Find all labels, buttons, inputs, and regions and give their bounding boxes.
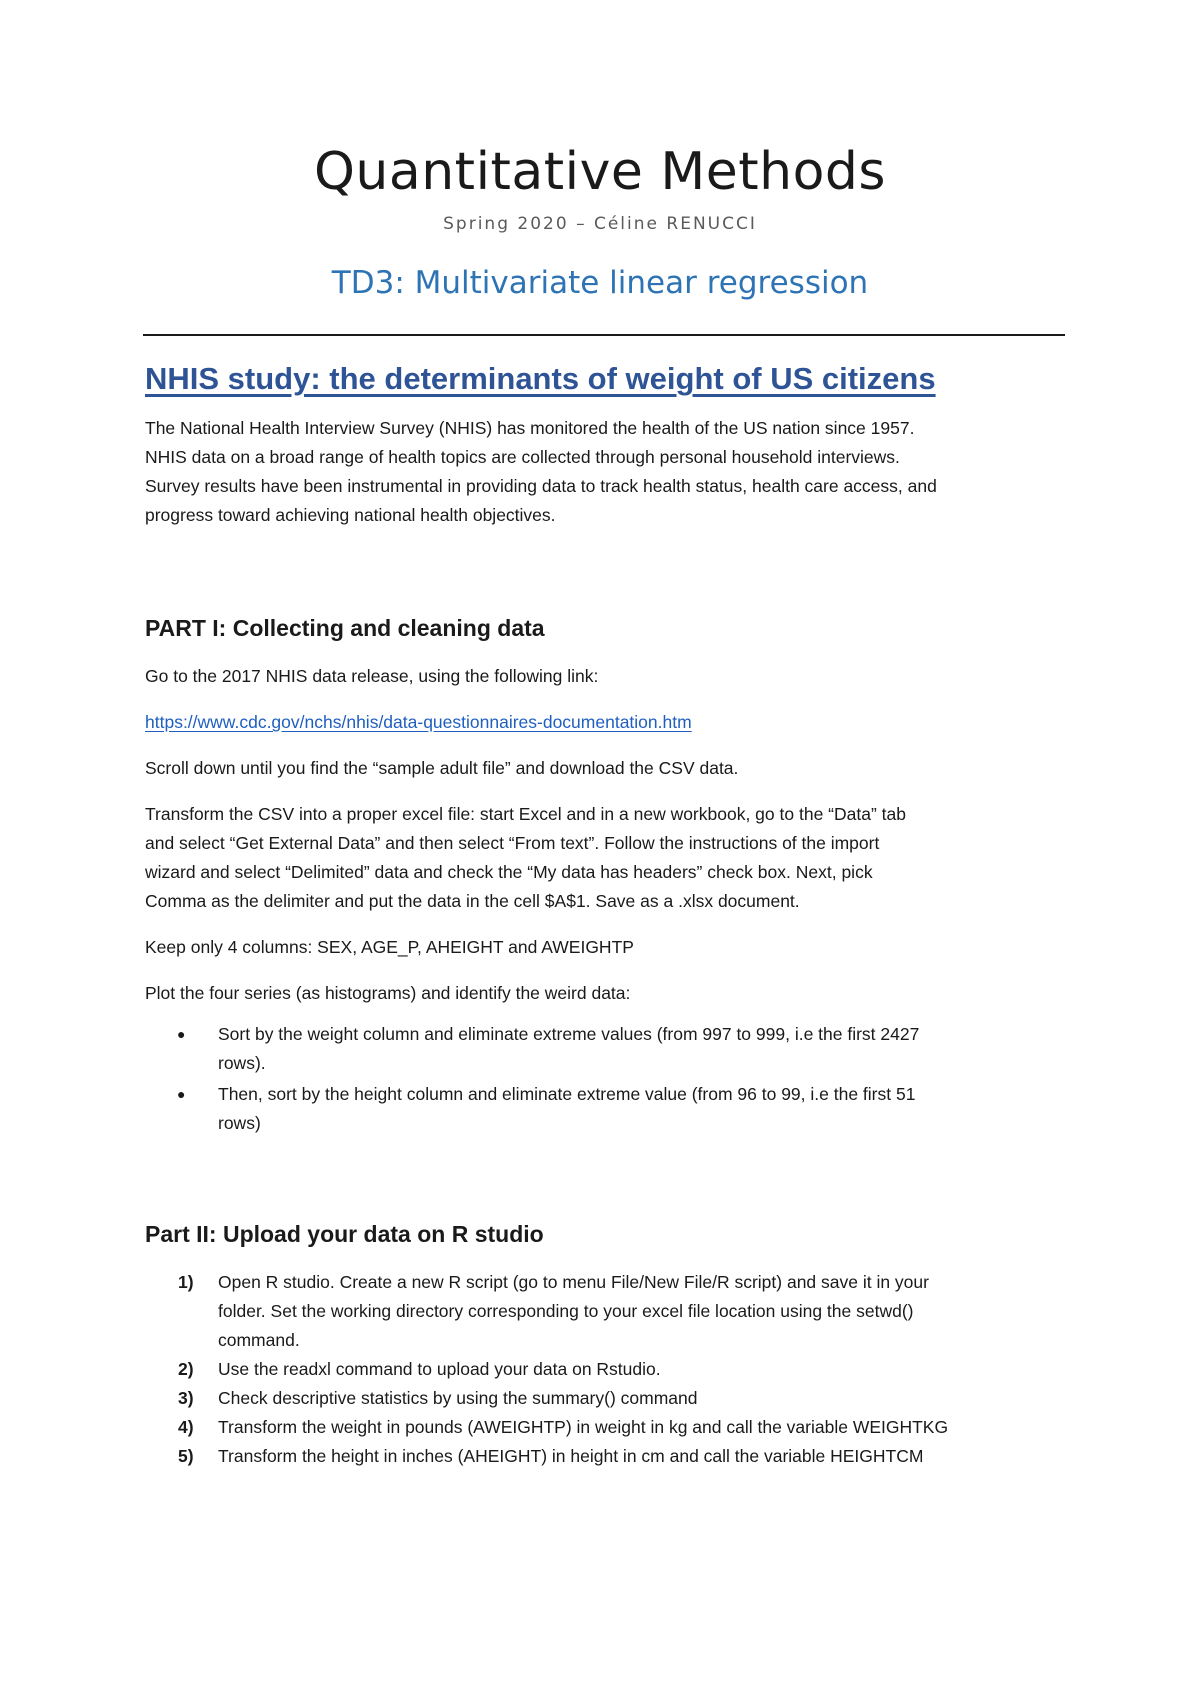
bullet-line: rows). xyxy=(218,1053,266,1073)
document-title: Quantitative Methods xyxy=(313,142,887,202)
nhis-link[interactable]: https://www.cdc.gov/nchs/nhis/data-questionnaires-documentation.htm xyxy=(145,712,692,732)
intro-line: progress toward achieving national health objectives. xyxy=(145,505,556,525)
keep-paragraph: Keep only 4 columns: SEX, AGE_P, AHEIGHT and AWEIGHTP xyxy=(145,937,634,957)
step-number: 3) xyxy=(178,1388,194,1408)
transform-line: wizard and select “Delimited” data and check the “My data has headers” check box. Next, pick xyxy=(145,862,873,882)
list-item xyxy=(145,1442,1075,1471)
scroll-paragraph: Scroll down until you find the “sample adult file” and download the CSV data. xyxy=(145,758,739,778)
part2-body xyxy=(145,1268,1075,1471)
list-item xyxy=(145,1355,1075,1384)
step-line: Check descriptive statistics by using the summary() command xyxy=(218,1388,698,1408)
study-title: NHIS study: the determinants of weight of US citizens xyxy=(145,361,936,396)
document-subtitle: Spring 2020 – Céline RENUCCI xyxy=(443,214,757,234)
intro-line: NHIS data on a broad range of health topics are collected through personal household interviews. xyxy=(145,447,900,467)
transform-line: and select “Get External Data” and then select “From text”. Follow the instructions of the import xyxy=(145,833,880,853)
plot-paragraph: Plot the four series (as histograms) and identify the weird data: xyxy=(145,983,631,1003)
step-number: 5) xyxy=(178,1446,194,1466)
steps-list xyxy=(145,1268,1075,1471)
bullet-icon: ● xyxy=(177,1026,186,1042)
td-heading: TD3: Multivariate linear regression xyxy=(331,265,869,301)
step-line: Use the readxl command to upload your data on Rstudio. xyxy=(218,1359,661,1379)
step-line: command. xyxy=(218,1330,300,1350)
part2-heading: Part II: Upload your data on R studio xyxy=(145,1221,544,1247)
list-item xyxy=(145,1413,1075,1442)
list-item xyxy=(145,1020,1075,1078)
list-item xyxy=(145,1268,1075,1355)
cleaning-bullet-list xyxy=(145,1020,1075,1138)
intro-paragraph xyxy=(145,414,1075,530)
step-line: Transform the weight in pounds (AWEIGHTP) in weight in kg and call the variable WEIGHTKG xyxy=(218,1417,949,1437)
horizontal-rule xyxy=(143,334,1065,336)
step-line: folder. Set the working directory corresponding to your excel file location using the setwd() xyxy=(218,1301,914,1321)
intro-line: Survey results have been instrumental in providing data to track health status, health care access, and xyxy=(145,476,937,496)
list-item xyxy=(145,1080,1075,1138)
step-number: 4) xyxy=(178,1417,194,1437)
step-line: Open R studio. Create a new R script (go to menu File/New File/R script) and save it in your xyxy=(218,1272,929,1292)
bullet-line: rows) xyxy=(218,1113,261,1133)
transform-paragraph xyxy=(145,800,1075,916)
step-line: Transform the height in inches (AHEIGHT) in height in cm and call the variable HEIGHTCM xyxy=(218,1446,924,1466)
step-number: 1) xyxy=(178,1272,194,1292)
part1-heading: PART I: Collecting and cleaning data xyxy=(145,615,545,641)
transform-line: Comma as the delimiter and put the data in the cell $A$1. Save as a .xlsx document. xyxy=(145,891,800,911)
step-number: 2) xyxy=(178,1359,194,1379)
list-item xyxy=(145,1384,1075,1413)
bullet-line: Sort by the weight column and eliminate extreme values (from 997 to 999, i.e the first 2427 xyxy=(218,1024,920,1044)
transform-line: Transform the CSV into a proper excel file: start Excel and in a new workbook, go to the “Data” tab xyxy=(145,804,906,824)
intro-line: The National Health Interview Survey (NHIS) has monitored the health of the US nation since 1957. xyxy=(145,418,915,438)
bullet-icon: ● xyxy=(177,1086,186,1102)
bullet-line: Then, sort by the height column and eliminate extreme value (from 96 to 99, i.e the first 51 xyxy=(218,1084,916,1104)
part1-body xyxy=(145,662,1075,1140)
goto-paragraph: Go to the 2017 NHIS data release, using the following link: xyxy=(145,666,599,686)
